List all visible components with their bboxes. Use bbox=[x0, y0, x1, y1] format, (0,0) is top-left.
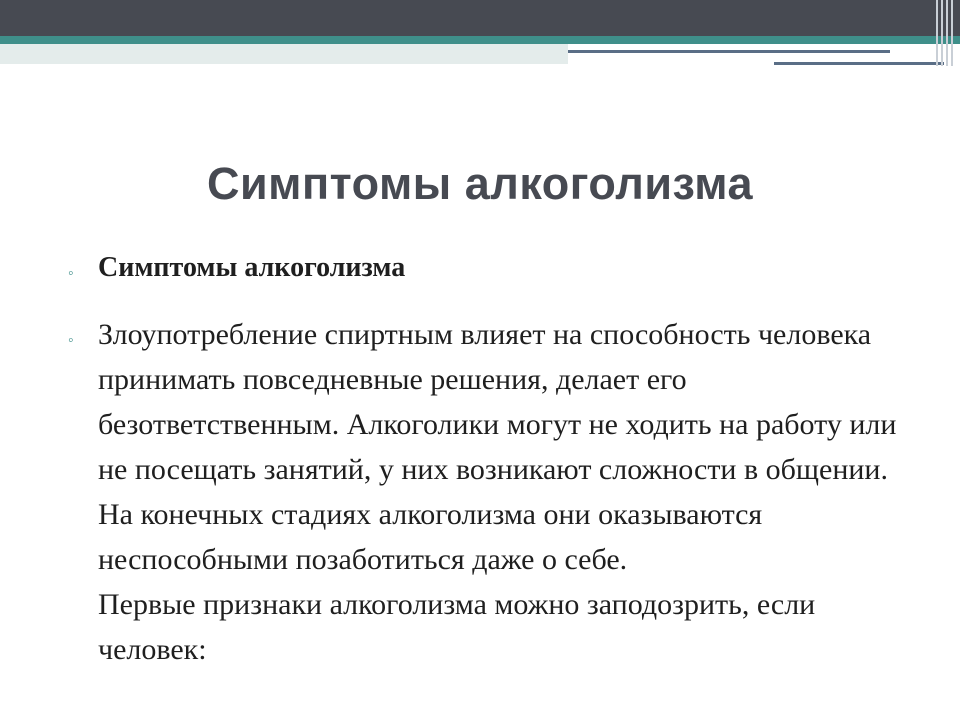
bullet-dot-icon: ◦ bbox=[68, 332, 74, 349]
bullet-item bbox=[64, 248, 924, 288]
bullet-text: Злоупотребление спиртным влияет на способность человека принимать повседневные решения, делает его безответственным. Алкоголики могут не ходить на работу или не посещать занятий, у них возникают сложности в общении. На конечных стадиях алкоголизма они оказываются неспособными позаботиться даже о себе. bbox=[98, 318, 897, 576]
header-light-band bbox=[0, 44, 568, 64]
bullet-continuation: Первые признаки алкоголизма можно заподозрить, если человек: bbox=[98, 588, 816, 666]
bullet-text: Симптомы алкоголизма bbox=[98, 252, 406, 283]
bullet-dot-icon: ◦ bbox=[68, 265, 74, 282]
header-teal-band bbox=[0, 36, 960, 44]
bullet-item bbox=[64, 312, 924, 672]
header-dark-bar bbox=[0, 0, 960, 36]
slide-title: Симптомы алкоголизма bbox=[207, 158, 753, 210]
corner-decoration bbox=[936, 0, 954, 66]
header-rule-line bbox=[568, 50, 890, 53]
header-rule-line-short bbox=[774, 62, 944, 65]
slide-body bbox=[64, 248, 924, 672]
